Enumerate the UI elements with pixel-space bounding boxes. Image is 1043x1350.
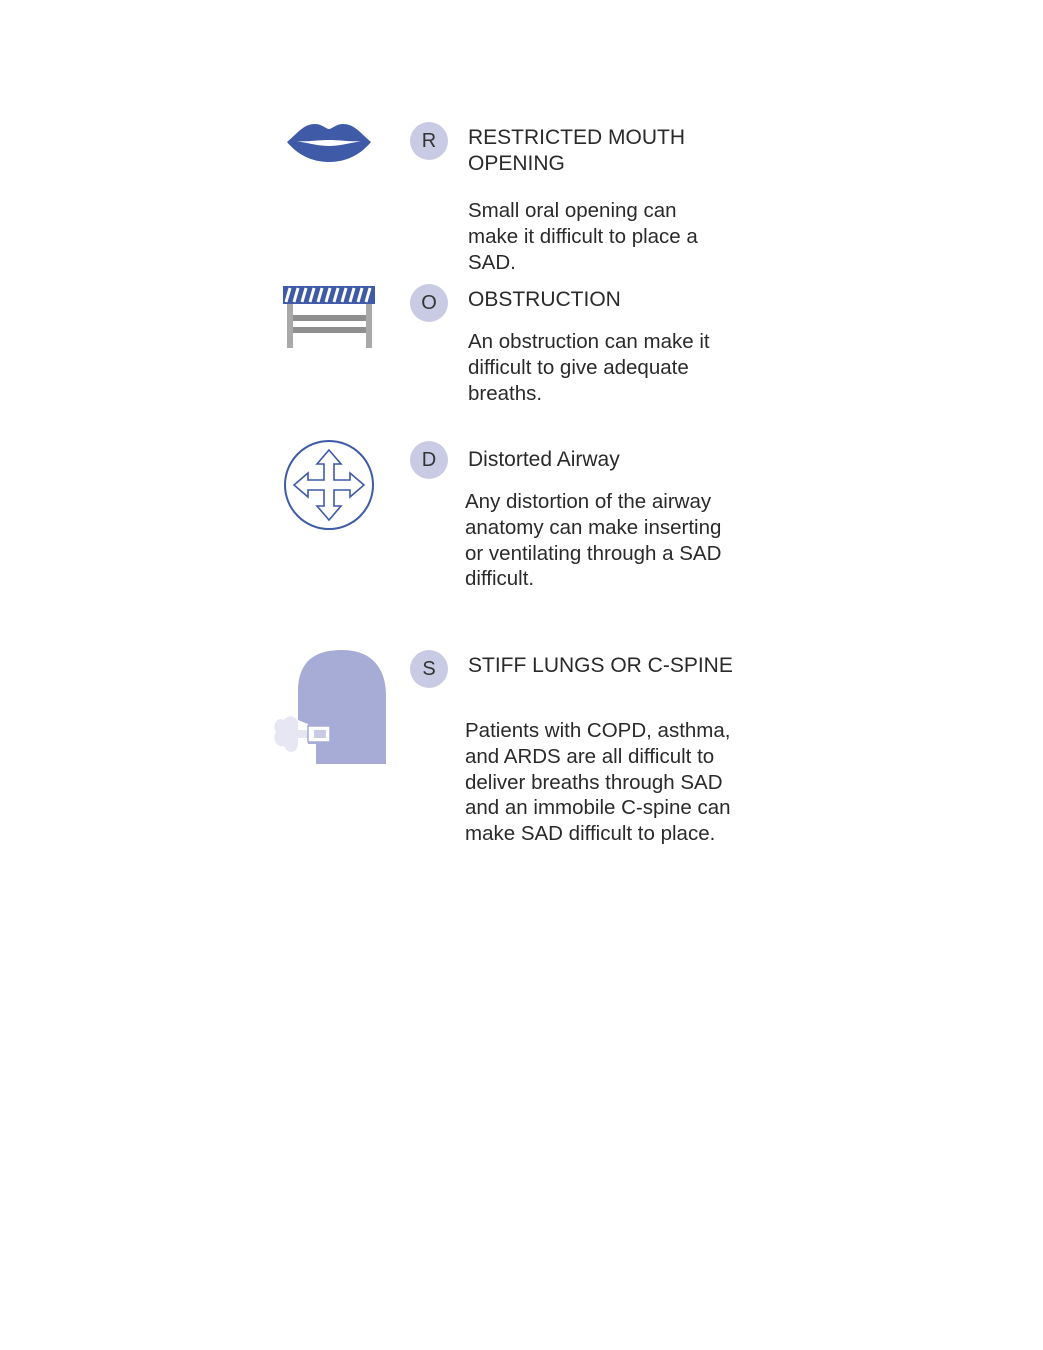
- letter-badge-r: R: [410, 122, 448, 160]
- body-restricted-mouth: [468, 198, 698, 275]
- body-line: difficult to give adequate: [468, 355, 689, 379]
- body-distorted-airway: [465, 489, 721, 592]
- body-obstruction: [468, 329, 710, 406]
- head-with-mask-icon: [270, 648, 388, 766]
- body-line: deliver breaths through SAD: [465, 770, 723, 794]
- body-line: make SAD difficult to place.: [465, 822, 716, 846]
- body-line: make it difficult to place a: [468, 224, 698, 248]
- body-line: difficult.: [465, 567, 535, 591]
- body-line: and an immobile C-spine can: [465, 796, 731, 820]
- barrier-icon: [280, 284, 378, 350]
- heading-line: RESTRICTED MOUTH: [468, 126, 685, 149]
- heading-stiff-lungs: STIFF LUNGS OR C-SPINE: [468, 654, 733, 677]
- body-line: breaths.: [468, 381, 543, 405]
- heading-distorted-airway: Distorted Airway: [468, 448, 620, 471]
- body-line: Small oral opening can: [468, 199, 677, 222]
- body-line: Patients with COPD, asthma,: [465, 719, 731, 742]
- body-line: or ventilating through a SAD: [465, 541, 722, 565]
- heading-obstruction: OBSTRUCTION: [468, 288, 621, 311]
- body-line: Any distortion of the airway: [465, 490, 712, 513]
- heading-line: OPENING: [468, 152, 565, 175]
- body-line: SAD.: [468, 250, 516, 274]
- body-line: An obstruction can make it: [468, 330, 710, 353]
- lips-icon: [285, 120, 373, 164]
- letter-badge-s: S: [410, 650, 448, 688]
- body-stiff-lungs: [465, 718, 731, 847]
- body-line: anatomy can make inserting: [465, 515, 722, 539]
- body-line: and ARDS are all difficult to: [465, 744, 715, 768]
- heading-restricted-mouth: [468, 125, 768, 177]
- letter-badge-o: O: [410, 284, 448, 322]
- letter-badge-d: D: [410, 441, 448, 479]
- four-way-arrows-icon: [282, 438, 376, 532]
